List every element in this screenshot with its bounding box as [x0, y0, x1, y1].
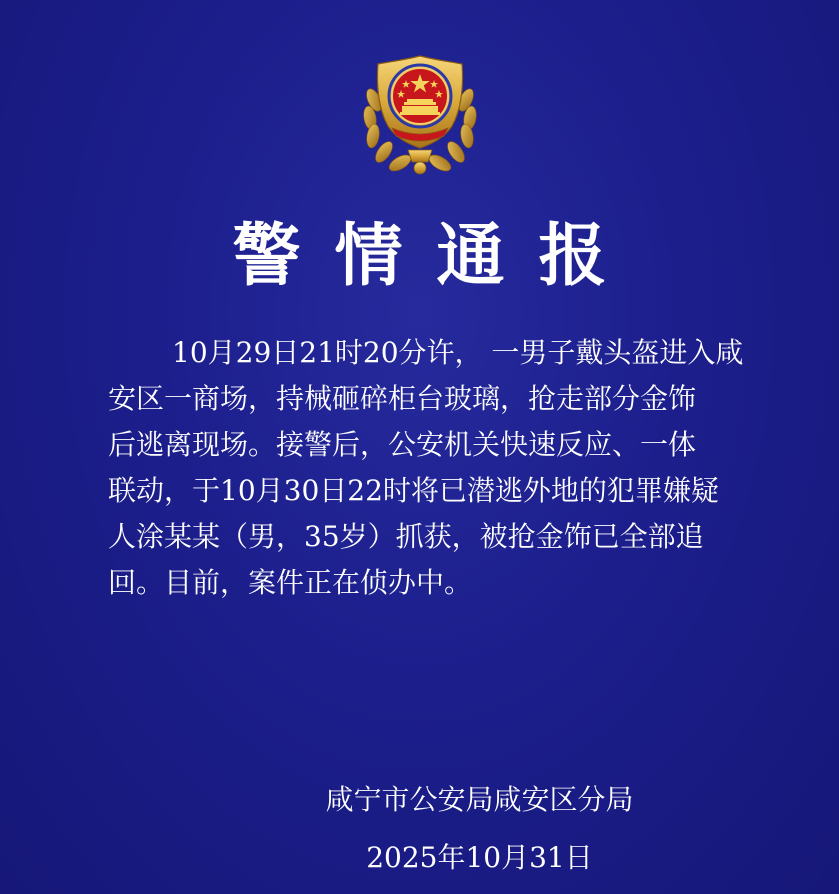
- notice-title: 警情通报: [232, 217, 641, 296]
- body-line: 联动，于10月30日22时将已潜逃外地的犯罪嫌疑: [108, 474, 719, 507]
- notice-body: [108, 330, 744, 606]
- issue-date: 2025年10月31日: [366, 841, 593, 874]
- body-line: 后逃离现场。接警后，公安机关快速反应、一体: [108, 428, 697, 461]
- body-line: 10月29日21时20分许， 一男子戴头盔进入咸: [172, 336, 744, 369]
- body-line: 人涂某某（男，35岁）抓获，被抢金饰已全部追: [108, 520, 704, 553]
- body-line: 安区一商场，持械砸碎柜台玻璃，抢走部分金饰: [108, 382, 697, 415]
- police-emblem-icon: [356, 50, 484, 178]
- body-line: 回。目前，案件正在侦办中。: [108, 566, 473, 599]
- issuer-name: 咸宁市公安局咸安区分局: [325, 783, 634, 816]
